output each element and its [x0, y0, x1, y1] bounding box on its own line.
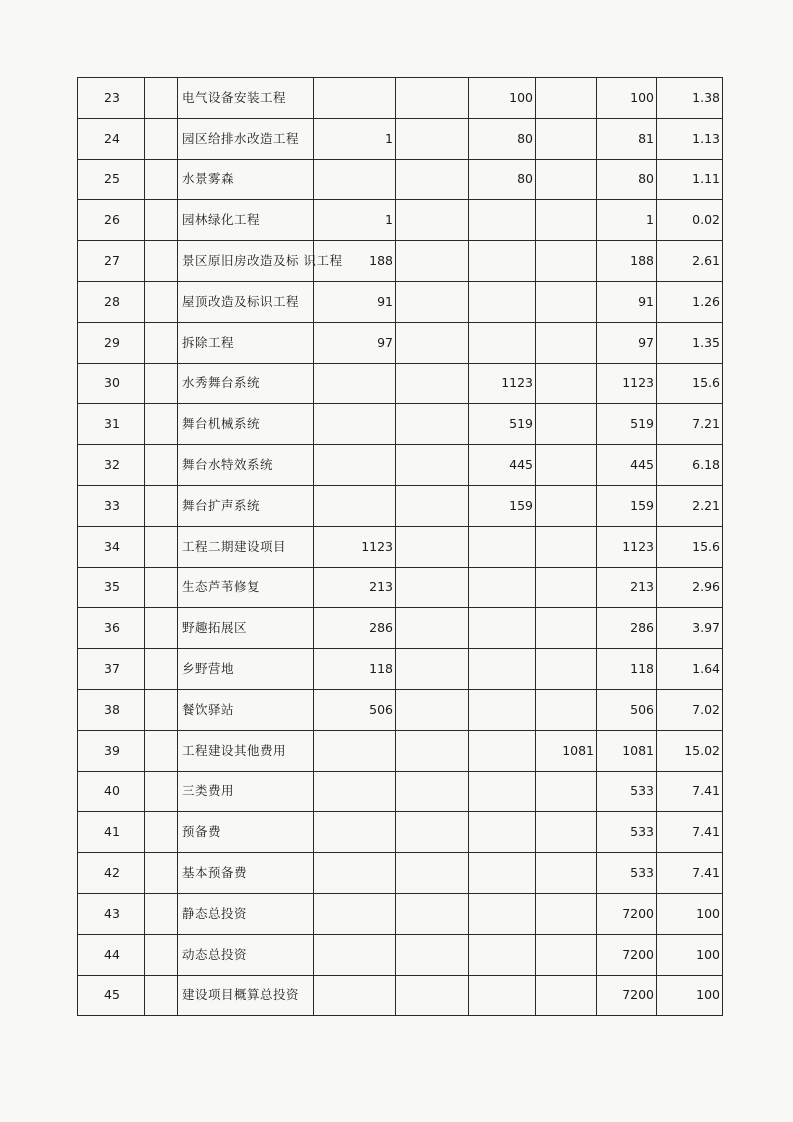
value-cell-1: [314, 934, 396, 975]
total-cell: 159: [597, 485, 657, 526]
value-cell-3: [469, 322, 536, 363]
table-row: [78, 281, 723, 322]
value-cell-2: [396, 200, 469, 241]
value-cell-2: [396, 485, 469, 526]
item-name-cell: 基本预备费: [178, 853, 314, 894]
value-cell-4: [536, 445, 597, 486]
value-cell-4: [536, 526, 597, 567]
value-cell-1: 213: [314, 567, 396, 608]
row-number-cell: 34: [78, 526, 145, 567]
row-number-cell: 25: [78, 159, 145, 200]
total-cell: 1123: [597, 526, 657, 567]
total-cell: 533: [597, 771, 657, 812]
value-cell-2: [396, 281, 469, 322]
blank-cell: [145, 200, 178, 241]
total-cell: 213: [597, 567, 657, 608]
blank-cell: [145, 118, 178, 159]
item-name-cell: 工程二期建设项目: [178, 526, 314, 567]
item-name-cell: 生态芦苇修复: [178, 567, 314, 608]
row-number-cell: 42: [78, 853, 145, 894]
table-row: [78, 567, 723, 608]
value-cell-3: [469, 200, 536, 241]
percent-cell: 1.64: [657, 649, 723, 690]
row-number-cell: 32: [78, 445, 145, 486]
percent-cell: 100: [657, 934, 723, 975]
value-cell-1: [314, 404, 396, 445]
value-cell-3: [469, 689, 536, 730]
value-cell-4: 1081: [536, 730, 597, 771]
value-cell-2: [396, 649, 469, 690]
blank-cell: [145, 975, 178, 1016]
row-number-cell: 36: [78, 608, 145, 649]
blank-cell: [145, 934, 178, 975]
value-cell-2: [396, 567, 469, 608]
item-name-cell: 建设项目概算总投资: [178, 975, 314, 1016]
row-number-cell: 27: [78, 241, 145, 282]
value-cell-1: [314, 812, 396, 853]
value-cell-1: 1123: [314, 526, 396, 567]
percent-cell: 1.38: [657, 78, 723, 119]
value-cell-2: [396, 78, 469, 119]
item-name-cell: 静态总投资: [178, 893, 314, 934]
table-row: [78, 404, 723, 445]
percent-cell: 100: [657, 893, 723, 934]
value-cell-4: [536, 404, 597, 445]
total-cell: 188: [597, 241, 657, 282]
table-row: [78, 363, 723, 404]
row-number-cell: 30: [78, 363, 145, 404]
investment-table: [77, 77, 723, 1016]
row-number-cell: 24: [78, 118, 145, 159]
row-number-cell: 23: [78, 78, 145, 119]
total-cell: 7200: [597, 893, 657, 934]
value-cell-1: [314, 363, 396, 404]
value-cell-1: [314, 445, 396, 486]
value-cell-2: [396, 608, 469, 649]
row-number-cell: 31: [78, 404, 145, 445]
blank-cell: [145, 853, 178, 894]
value-cell-3: [469, 975, 536, 1016]
value-cell-1: [314, 771, 396, 812]
item-name-cell: 园林绿化工程: [178, 200, 314, 241]
total-cell: 1: [597, 200, 657, 241]
value-cell-3: [469, 649, 536, 690]
item-name-cell: 景区原旧房改造及标 识工程: [178, 241, 314, 282]
item-name-cell: 舞台机械系统: [178, 404, 314, 445]
total-cell: 286: [597, 608, 657, 649]
value-cell-1: 506: [314, 689, 396, 730]
table-row: [78, 730, 723, 771]
value-cell-3: [469, 567, 536, 608]
value-cell-4: [536, 853, 597, 894]
percent-cell: 15.02: [657, 730, 723, 771]
item-name-cell: 舞台水特效系统: [178, 445, 314, 486]
percent-cell: 7.41: [657, 771, 723, 812]
row-number-cell: 37: [78, 649, 145, 690]
percent-cell: 2.61: [657, 241, 723, 282]
value-cell-3: 159: [469, 485, 536, 526]
table-row: [78, 689, 723, 730]
table-row: [78, 608, 723, 649]
blank-cell: [145, 363, 178, 404]
item-name-cell: 野趣拓展区: [178, 608, 314, 649]
value-cell-1: [314, 975, 396, 1016]
table-row: [78, 934, 723, 975]
total-cell: 91: [597, 281, 657, 322]
value-cell-2: [396, 771, 469, 812]
value-cell-4: [536, 200, 597, 241]
percent-cell: 7.41: [657, 812, 723, 853]
value-cell-1: 118: [314, 649, 396, 690]
item-name-cell: 乡野营地: [178, 649, 314, 690]
blank-cell: [145, 322, 178, 363]
blank-cell: [145, 771, 178, 812]
total-cell: 7200: [597, 975, 657, 1016]
percent-cell: 7.41: [657, 853, 723, 894]
value-cell-3: 80: [469, 159, 536, 200]
value-cell-2: [396, 159, 469, 200]
value-cell-4: [536, 975, 597, 1016]
percent-cell: 3.97: [657, 608, 723, 649]
item-name-cell: 三类费用: [178, 771, 314, 812]
blank-cell: [145, 812, 178, 853]
value-cell-4: [536, 649, 597, 690]
row-number-cell: 40: [78, 771, 145, 812]
value-cell-3: [469, 893, 536, 934]
table-row: [78, 322, 723, 363]
item-name-cell: 舞台扩声系统: [178, 485, 314, 526]
value-cell-3: [469, 241, 536, 282]
row-number-cell: 29: [78, 322, 145, 363]
percent-cell: 1.11: [657, 159, 723, 200]
table-row: [78, 649, 723, 690]
item-name-cell: 动态总投资: [178, 934, 314, 975]
row-number-cell: 44: [78, 934, 145, 975]
value-cell-4: [536, 812, 597, 853]
percent-cell: 15.6: [657, 526, 723, 567]
total-cell: 97: [597, 322, 657, 363]
blank-cell: [145, 608, 178, 649]
total-cell: 533: [597, 812, 657, 853]
table-row: [78, 812, 723, 853]
percent-cell: 7.02: [657, 689, 723, 730]
table-row: [78, 241, 723, 282]
item-name-cell: 水秀舞台系统: [178, 363, 314, 404]
percent-cell: 15.6: [657, 363, 723, 404]
value-cell-4: [536, 934, 597, 975]
value-cell-3: 445: [469, 445, 536, 486]
table-row: [78, 159, 723, 200]
blank-cell: [145, 689, 178, 730]
value-cell-3: 100: [469, 78, 536, 119]
total-cell: 506: [597, 689, 657, 730]
value-cell-2: [396, 689, 469, 730]
row-number-cell: 28: [78, 281, 145, 322]
item-name-cell: 水景雾森: [178, 159, 314, 200]
value-cell-2: [396, 526, 469, 567]
blank-cell: [145, 730, 178, 771]
row-number-cell: 38: [78, 689, 145, 730]
table-row: [78, 485, 723, 526]
value-cell-1: [314, 893, 396, 934]
total-cell: 7200: [597, 934, 657, 975]
value-cell-1: 286: [314, 608, 396, 649]
table-row: [78, 526, 723, 567]
value-cell-2: [396, 404, 469, 445]
value-cell-3: [469, 526, 536, 567]
percent-cell: 1.26: [657, 281, 723, 322]
table-row: [78, 893, 723, 934]
item-name-cell: 餐饮驿站: [178, 689, 314, 730]
value-cell-3: 80: [469, 118, 536, 159]
total-cell: 1123: [597, 363, 657, 404]
percent-cell: 1.13: [657, 118, 723, 159]
value-cell-1: [314, 853, 396, 894]
percent-cell: 7.21: [657, 404, 723, 445]
item-name-cell: 预备费: [178, 812, 314, 853]
row-number-cell: 41: [78, 812, 145, 853]
value-cell-2: [396, 893, 469, 934]
percent-cell: 0.02: [657, 200, 723, 241]
total-cell: 445: [597, 445, 657, 486]
blank-cell: [145, 526, 178, 567]
item-name-cell: 工程建设其他费用: [178, 730, 314, 771]
total-cell: 100: [597, 78, 657, 119]
blank-cell: [145, 404, 178, 445]
value-cell-1: [314, 159, 396, 200]
item-name-cell: 拆除工程: [178, 322, 314, 363]
row-number-cell: 43: [78, 893, 145, 934]
table-row: [78, 771, 723, 812]
item-name-cell: 屋顶改造及标识工程: [178, 281, 314, 322]
item-name-cell: 园区给排水改造工程: [178, 118, 314, 159]
table-row: [78, 200, 723, 241]
value-cell-1: [314, 485, 396, 526]
table-row: [78, 118, 723, 159]
value-cell-4: [536, 281, 597, 322]
blank-cell: [145, 159, 178, 200]
total-cell: 1081: [597, 730, 657, 771]
value-cell-4: [536, 78, 597, 119]
value-cell-4: [536, 241, 597, 282]
table-row: [78, 445, 723, 486]
value-cell-3: [469, 730, 536, 771]
total-cell: 81: [597, 118, 657, 159]
value-cell-4: [536, 159, 597, 200]
value-cell-3: [469, 771, 536, 812]
total-cell: 519: [597, 404, 657, 445]
value-cell-1: 91: [314, 281, 396, 322]
blank-cell: [145, 893, 178, 934]
blank-cell: [145, 649, 178, 690]
blank-cell: [145, 485, 178, 526]
value-cell-2: [396, 853, 469, 894]
row-number-cell: 26: [78, 200, 145, 241]
blank-cell: [145, 241, 178, 282]
table-row: [78, 975, 723, 1016]
value-cell-2: [396, 730, 469, 771]
item-name-cell: 电气设备安装工程: [178, 78, 314, 119]
percent-cell: 100: [657, 975, 723, 1016]
value-cell-4: [536, 567, 597, 608]
value-cell-2: [396, 241, 469, 282]
value-cell-4: [536, 608, 597, 649]
value-cell-3: [469, 934, 536, 975]
value-cell-4: [536, 771, 597, 812]
value-cell-3: [469, 853, 536, 894]
value-cell-3: 1123: [469, 363, 536, 404]
value-cell-4: [536, 118, 597, 159]
blank-cell: [145, 281, 178, 322]
blank-cell: [145, 78, 178, 119]
value-cell-1: 188: [314, 241, 396, 282]
value-cell-2: [396, 934, 469, 975]
value-cell-3: [469, 812, 536, 853]
value-cell-4: [536, 485, 597, 526]
value-cell-3: [469, 281, 536, 322]
value-cell-1: 97: [314, 322, 396, 363]
value-cell-4: [536, 893, 597, 934]
value-cell-2: [396, 975, 469, 1016]
row-number-cell: 39: [78, 730, 145, 771]
value-cell-2: [396, 118, 469, 159]
table-row: [78, 78, 723, 119]
value-cell-2: [396, 363, 469, 404]
table-row: [78, 853, 723, 894]
blank-cell: [145, 445, 178, 486]
total-cell: 533: [597, 853, 657, 894]
value-cell-3: 519: [469, 404, 536, 445]
total-cell: 118: [597, 649, 657, 690]
row-number-cell: 33: [78, 485, 145, 526]
row-number-cell: 45: [78, 975, 145, 1016]
total-cell: 80: [597, 159, 657, 200]
value-cell-3: [469, 608, 536, 649]
value-cell-2: [396, 812, 469, 853]
value-cell-4: [536, 689, 597, 730]
value-cell-2: [396, 322, 469, 363]
percent-cell: 2.21: [657, 485, 723, 526]
percent-cell: 6.18: [657, 445, 723, 486]
value-cell-4: [536, 363, 597, 404]
row-number-cell: 35: [78, 567, 145, 608]
value-cell-1: 1: [314, 200, 396, 241]
percent-cell: 1.35: [657, 322, 723, 363]
blank-cell: [145, 567, 178, 608]
table-body: [78, 78, 723, 1016]
percent-cell: 2.96: [657, 567, 723, 608]
value-cell-4: [536, 322, 597, 363]
value-cell-1: [314, 78, 396, 119]
value-cell-1: 1: [314, 118, 396, 159]
value-cell-1: [314, 730, 396, 771]
value-cell-2: [396, 445, 469, 486]
